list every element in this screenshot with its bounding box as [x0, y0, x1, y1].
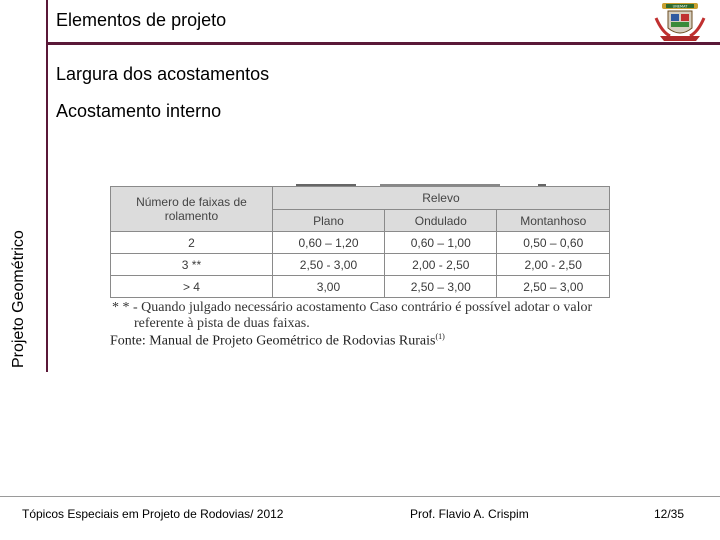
section-heading: Acostamento interno: [56, 101, 222, 121]
lanes-cell: 3 **: [111, 254, 273, 276]
table-note: * * - Quando julgado necessário acostamento Caso contrário é possível adotar o valor: [112, 300, 593, 315]
value-cell: 2,50 - 3,00: [272, 254, 384, 276]
lanes-cell: 2: [111, 232, 273, 254]
shoulder-width-table: [110, 186, 610, 298]
table-row: [111, 254, 610, 276]
terrain-header: Ondulado: [385, 210, 497, 232]
relevo-header: Relevo: [272, 187, 609, 210]
value-cell: 2,50 – 3,00: [385, 276, 497, 298]
value-cell: 0,60 – 1,00: [385, 232, 497, 254]
value-cell: 2,50 – 3,00: [497, 276, 610, 298]
value-cell: 2,00 - 2,50: [497, 254, 610, 276]
header-rule: [46, 42, 720, 45]
footer-author: Prof. Flavio A. Crispim: [410, 507, 529, 521]
terrain-header: Montanhoso: [497, 210, 610, 232]
table-source: [110, 332, 445, 350]
footer-course: Tópicos Especiais em Projeto de Rodovias/ 2012: [22, 507, 284, 521]
slide-subtitle: Largura dos acostamentos: [56, 64, 270, 84]
source-text: Fonte: Manual de Projeto Geométrico de Rodovias Rurais: [110, 333, 436, 349]
crest-label: UNEMAT: [672, 4, 688, 9]
footer-rule: [0, 496, 720, 497]
value-cell: 2,00 - 2,50: [385, 254, 497, 276]
page-number: 12/35: [654, 507, 685, 521]
lanes-header: Número de faixas de rolamento: [111, 187, 273, 232]
data-table: [110, 186, 610, 298]
table-row: [111, 276, 610, 298]
side-divider: [46, 0, 48, 372]
source-reference: (1): [435, 332, 445, 341]
table-note-continued: referente à pista de duas faixas.: [134, 316, 310, 331]
value-cell: 0,50 – 0,60: [497, 232, 610, 254]
page-title: Elementos de projeto: [56, 10, 227, 30]
value-cell: 0,60 – 1,20: [272, 232, 384, 254]
university-crest-icon: [652, 2, 708, 42]
side-title: Projeto Geométrico: [10, 230, 27, 368]
table-row: [111, 232, 610, 254]
value-cell: 3,00: [272, 276, 384, 298]
lanes-cell: > 4: [111, 276, 273, 298]
terrain-header: Plano: [272, 210, 384, 232]
